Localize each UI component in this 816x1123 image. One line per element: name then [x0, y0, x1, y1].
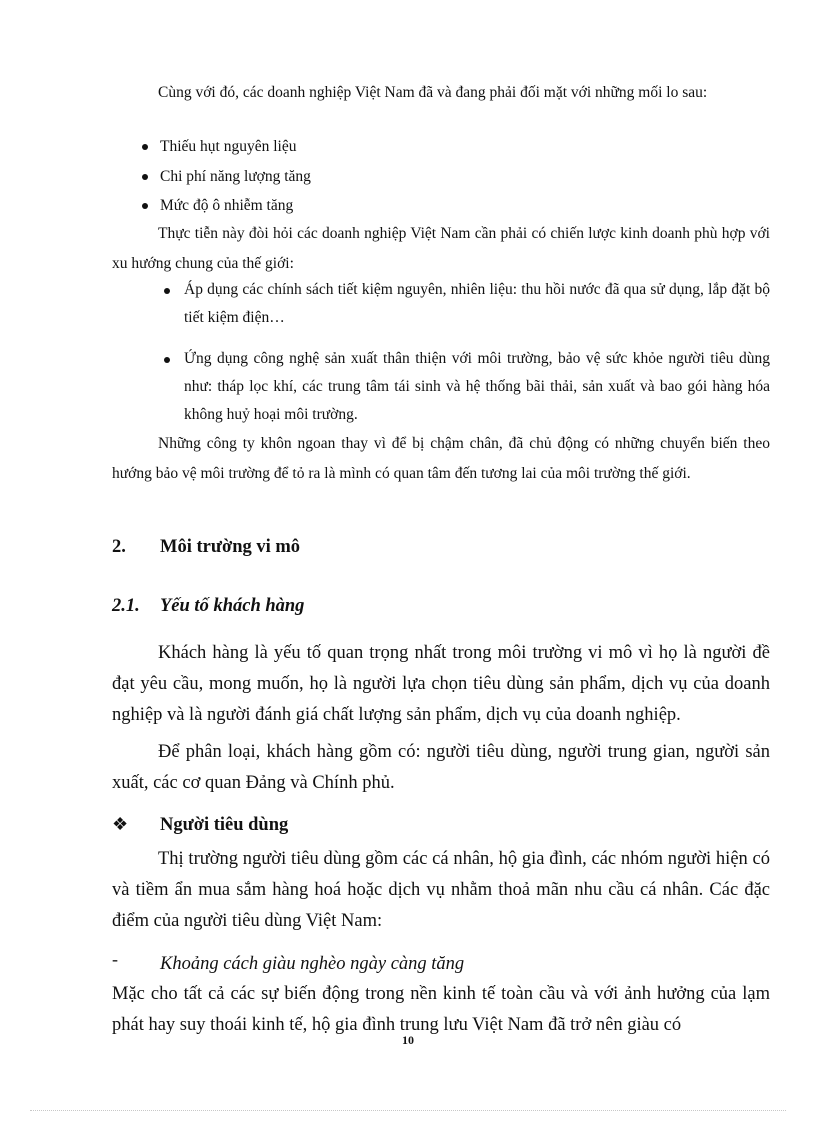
paragraph-smart-companies: Những công ty khôn ngoan thay vì để bị chậm chân, đã chủ động có những chuyển biến theo hướng bảo vệ môi trường để tỏ ra là mình có quan tâm đến tương lai của môi trường thế giới. — [112, 435, 770, 482]
bullet-text: Thiếu hụt nguyên liệu — [160, 138, 297, 155]
subsection-title: Yếu tố khách hàng — [160, 596, 305, 616]
consumer-heading: Người tiêu dùng — [160, 815, 289, 835]
bullet-item — [160, 191, 770, 221]
bullet-item — [160, 132, 770, 162]
bullet-icon — [142, 203, 148, 209]
section-title: Môi trường vi mô — [160, 537, 301, 557]
paragraph-middle-class: Mặc cho tất cả các sự biến động trong nền kinh tế toàn cầu và với ảnh hưởng của lạm phát hay suy thoái kinh tế, hộ gia đình trung lưu Việt Nam đã trở nên giàu có — [112, 984, 770, 1035]
italic-subheading: Khoảng cách giàu nghèo ngày càng tăng — [160, 954, 465, 974]
paragraph-strategy: Thực tiễn này đòi hỏi các doanh nghiệp Việt Nam cần phải có chiến lược kinh doanh phù hợp với xu hướng chung của thế giới: — [112, 225, 770, 272]
bullet-item — [184, 276, 770, 332]
bullet-icon — [142, 174, 148, 180]
bullet-text: Ứng dụng công nghệ sản xuất thân thiện với môi trường, bảo vệ sức khỏe người tiêu dùng như: tháp lọc khí, các trung tâm tái sinh và hệ thống bãi thải, sản xuất và bao gói hàng hóa không huỷ hoại môi trường. — [184, 350, 770, 423]
bullet-text: Chi phí năng lượng tăng — [160, 168, 311, 185]
bullet-item — [160, 162, 770, 192]
page-number: 10 — [402, 1033, 414, 1047]
section-number: 2. — [112, 537, 126, 557]
diamond-bullet-icon: ❖ — [112, 814, 129, 834]
bullet-icon — [164, 288, 170, 294]
bullet-text: Mức độ ô nhiễm tăng — [160, 197, 294, 214]
bullet-icon — [164, 357, 170, 363]
subsection-number: 2.1. — [112, 596, 140, 616]
paragraph-customer: Khách hàng là yếu tố quan trọng nhất trong môi trường vi mô vì họ là người đề đạt yêu cầu, mong muốn, họ là người lựa chọn tiêu dùng sản phẩm, dịch vụ của doanh nghiệp và là người đánh giá chất lượng sản phẩm, dịch vụ của doanh nghiệp. — [112, 643, 770, 725]
bullet-item — [184, 345, 770, 429]
page-border-divider — [30, 1110, 786, 1111]
dash-marker: - — [112, 949, 118, 969]
bullet-icon — [142, 144, 148, 150]
paragraph-concerns: Cùng với đó, các doanh nghiệp Việt Nam đã và đang phải đối mặt với những mối lo sau: — [158, 84, 708, 101]
bullet-text: Áp dụng các chính sách tiết kiệm nguyên, nhiên liệu: thu hồi nước đã qua sử dụng, lắp đặt bộ tiết kiệm điện… — [184, 281, 770, 326]
paragraph-classification: Để phân loại, khách hàng gồm có: người tiêu dùng, người trung gian, người sản xuất, các cơ quan Đảng và Chính phủ. — [112, 742, 770, 793]
paragraph-consumer-market: Thị trường người tiêu dùng gồm các cá nhân, hộ gia đình, các nhóm người hiện có và tiềm ẩn mua sắm hàng hoá hoặc dịch vụ nhằm thoả mãn nhu cầu cá nhân. Các đặc điểm của người tiêu dùng Việt Nam: — [112, 849, 770, 931]
